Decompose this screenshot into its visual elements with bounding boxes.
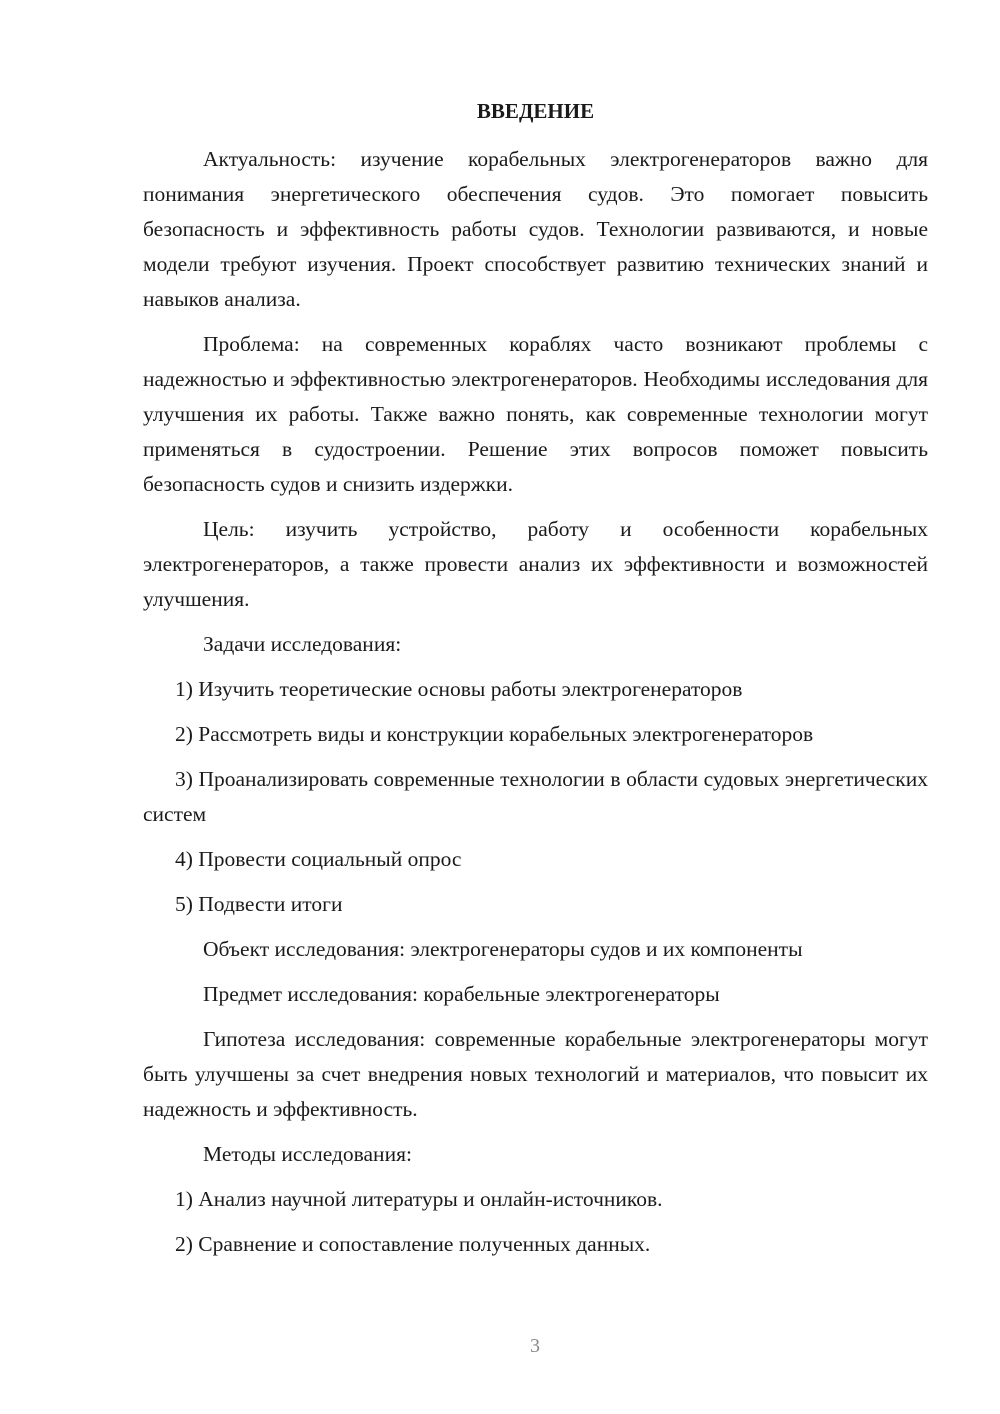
section-heading: ВВЕДЕНИЕ <box>476 99 595 123</box>
document-body <box>143 142 928 1262</box>
paragraph-hypothesis: Гипотеза исследования: современные корабельные электрогенераторы могут быть улучшены за счет внедрения новых технологий и материалов, что повысит их надежность и эффективность. <box>143 1027 928 1121</box>
methods-title: Методы исследования: <box>203 1142 412 1166</box>
task-item-4: 4) Провести социальный опрос <box>175 847 462 871</box>
page-number: 3 <box>530 1335 540 1357</box>
paragraph-problem: Проблема: на современных кораблях часто возникают проблемы с надежностью и эффективностью электрогенераторов. Необходимы исследования для улучшения их работы. Также важно понять, как современные технологии могут применяться в судостроении. Решение этих вопросов поможет повысить безопасность судов и снизить издержки. <box>143 332 928 496</box>
paragraph-relevance: Актуальность: изучение корабельных электрогенераторов важно для понимания энергетического обеспечения судов. Это помогает повысить безопасность и эффективность работы судов. Технологии развиваются, и новые модели требуют изучения. Проект способствует развитию технических знаний и навыков анализа. <box>143 147 928 311</box>
method-item-2: 2) Сравнение и сопоставление полученных данных. <box>175 1232 651 1256</box>
paragraph-subject: Предмет исследования: корабельные электрогенераторы <box>203 982 720 1006</box>
paragraph-goal: Цель: изучить устройство, работу и особенности корабельных электрогенераторов, а также провести анализ их эффективности и возможностей улучшения. <box>143 517 928 611</box>
method-item-1: 1) Анализ научной литературы и онлайн-источников. <box>175 1187 663 1211</box>
task-item-3: 3) Проанализировать современные технологии в области судовых энергетических систем <box>143 767 928 826</box>
task-item-2: 2) Рассмотреть виды и конструкции корабельных электрогенераторов <box>175 722 814 746</box>
paragraph-object: Объект исследования: электрогенераторы судов и их компоненты <box>203 937 803 961</box>
task-item-5: 5) Подвести итоги <box>175 892 343 916</box>
task-item-1: 1) Изучить теоретические основы работы электрогенераторов <box>175 677 743 701</box>
tasks-title: Задачи исследования: <box>203 632 402 656</box>
